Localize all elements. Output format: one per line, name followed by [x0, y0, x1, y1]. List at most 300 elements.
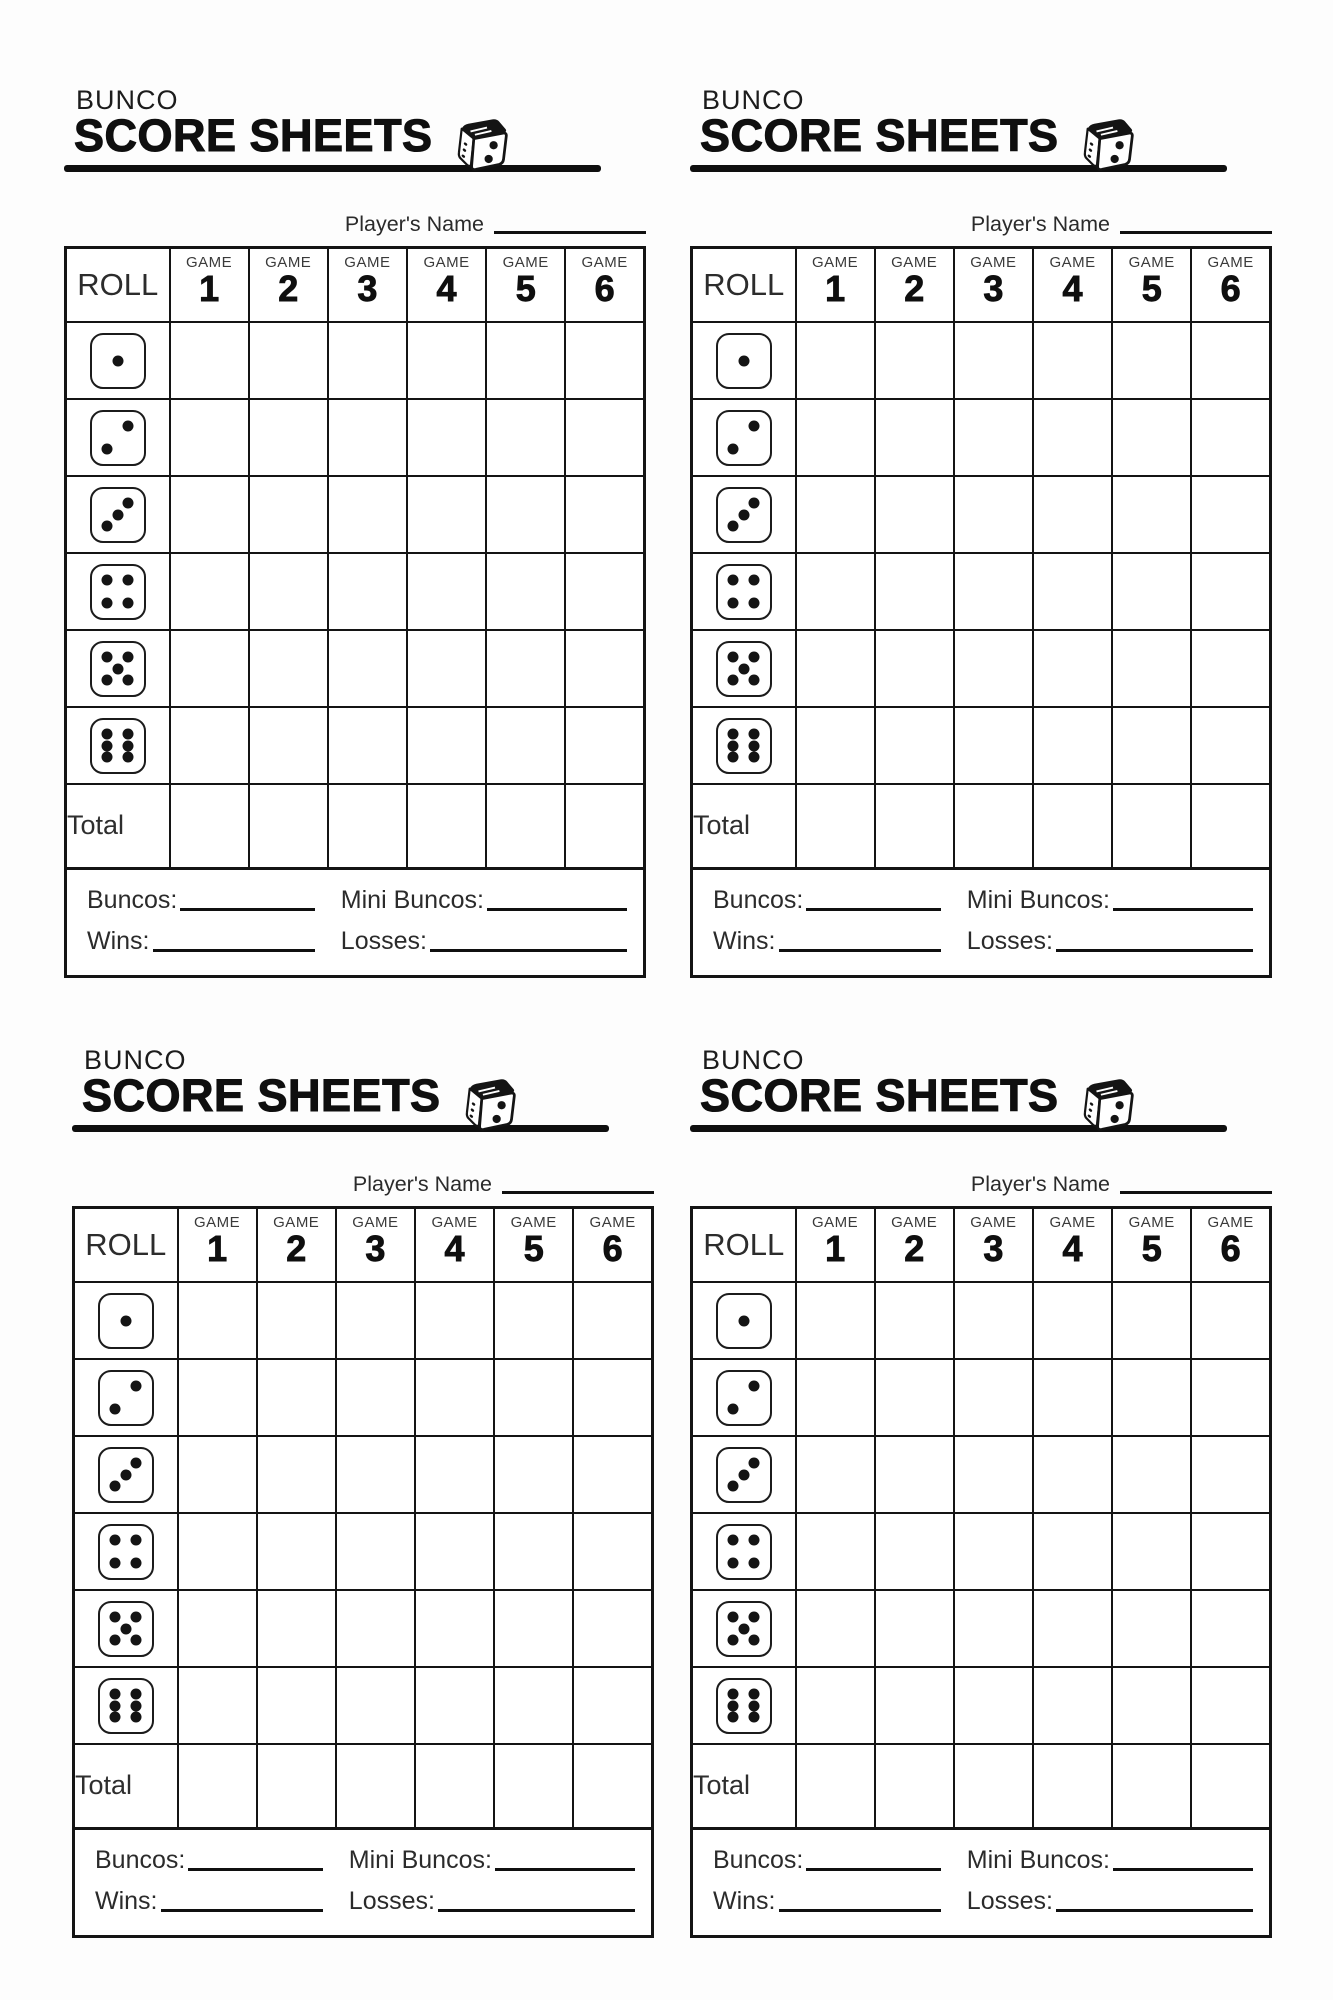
- mini-buncos-group: [341, 886, 627, 915]
- score-cell-game6-roll3[interactable]: [573, 1436, 652, 1513]
- score-cell-game5-roll5[interactable]: [494, 1590, 573, 1667]
- buncos-label: Buncos:: [713, 1845, 804, 1874]
- score-cell-game1-roll1[interactable]: [170, 322, 249, 399]
- score-cell-game1-roll1[interactable]: [796, 1282, 875, 1359]
- score-cell-game1-roll4[interactable]: [796, 1513, 875, 1590]
- score-cell-game2-roll4[interactable]: [875, 553, 954, 630]
- die-6-icon: [74, 1667, 178, 1744]
- score-cell-game3-roll2[interactable]: [336, 1359, 415, 1436]
- die-4-icon: [66, 553, 170, 630]
- score-cell-game3-roll5[interactable]: [328, 630, 407, 707]
- game-6-header: [573, 1207, 652, 1282]
- losses-group: [349, 1887, 635, 1916]
- score-cell-game2-roll6[interactable]: [257, 1667, 336, 1744]
- total-cell-game4[interactable]: [415, 1744, 494, 1828]
- score-cell-game2-roll3[interactable]: [257, 1436, 336, 1513]
- score-cell-game4-roll1[interactable]: [407, 322, 486, 399]
- score-cell-game3-roll4[interactable]: [328, 553, 407, 630]
- score-cell-game5-roll3[interactable]: [494, 1436, 573, 1513]
- score-cell-game4-roll3[interactable]: [407, 476, 486, 553]
- game-label: GAME: [193, 1213, 241, 1231]
- game-label: GAME: [1207, 1213, 1254, 1231]
- players-name-field[interactable]: [1120, 231, 1272, 234]
- score-cell-game3-roll4[interactable]: [954, 553, 1033, 630]
- score-cell-game1-roll1[interactable]: [178, 1282, 257, 1359]
- score-cell-game6-roll1[interactable]: [1191, 1282, 1270, 1359]
- total-cell-game4[interactable]: [1033, 784, 1112, 868]
- buncos-field[interactable]: [188, 1868, 322, 1871]
- mini-buncos-label: Mini Buncos:: [966, 885, 1110, 914]
- score-cell-game2-roll3[interactable]: [875, 476, 954, 553]
- game-3-header: [328, 247, 407, 322]
- total-cell-game3[interactable]: [328, 784, 407, 868]
- score-cell-game3-roll3[interactable]: [336, 1436, 415, 1513]
- sheet-title: SCORE SHEETS: [700, 109, 1059, 161]
- score-cell-game3-roll5[interactable]: [954, 630, 1033, 707]
- total-cell-game1[interactable]: [796, 1744, 875, 1828]
- buncos-field[interactable]: [180, 908, 314, 911]
- score-cell-game4-roll6[interactable]: [415, 1667, 494, 1744]
- total-cell-game2[interactable]: [875, 784, 954, 868]
- score-cell-game1-roll2[interactable]: [170, 399, 249, 476]
- total-cell-game1[interactable]: [170, 784, 249, 868]
- player-name-row: [690, 212, 1272, 237]
- game-label: GAME: [1049, 1213, 1096, 1231]
- score-cell-game5-roll5[interactable]: [1112, 1590, 1191, 1667]
- score-cell-game3-roll6[interactable]: [328, 707, 407, 784]
- score-cell-game4-roll4[interactable]: [415, 1513, 494, 1590]
- score-cell-game5-roll3[interactable]: [1112, 476, 1191, 553]
- total-cell-game6[interactable]: [1191, 784, 1270, 868]
- score-cell-game6-roll5[interactable]: [1191, 1590, 1270, 1667]
- buncos-field[interactable]: [806, 1868, 940, 1871]
- score-cell-game2-roll1[interactable]: [875, 322, 954, 399]
- score-cell-game1-roll3[interactable]: [796, 1436, 875, 1513]
- score-cell-game5-roll4[interactable]: [1112, 553, 1191, 630]
- score-cell-game1-roll6[interactable]: [170, 707, 249, 784]
- score-cell-game5-roll6[interactable]: [494, 1667, 573, 1744]
- total-cell-game1[interactable]: [178, 1744, 257, 1828]
- game-label: GAME: [811, 1213, 859, 1231]
- die-3d-icon: [1069, 114, 1135, 172]
- mini-buncos-field[interactable]: [1113, 908, 1253, 911]
- score-cell-game5-roll3[interactable]: [486, 476, 565, 553]
- score-cell-game3-roll3[interactable]: [328, 476, 407, 553]
- game-number: 6: [602, 1227, 623, 1269]
- wins-group: [713, 1887, 967, 1916]
- score-cell-game5-roll1[interactable]: [486, 322, 565, 399]
- score-cell-game5-roll6[interactable]: [486, 707, 565, 784]
- score-cell-game4-roll3[interactable]: [1033, 1436, 1112, 1513]
- players-name-label: Player's Name: [970, 211, 1110, 236]
- score-cell-game6-roll5[interactable]: [565, 630, 644, 707]
- total-cell-game6[interactable]: [573, 1744, 652, 1828]
- score-cell-game1-roll4[interactable]: [170, 553, 249, 630]
- game-2-header: [249, 247, 328, 322]
- score-cell-game3-roll6[interactable]: [954, 707, 1033, 784]
- score-cell-game5-roll1[interactable]: [1112, 322, 1191, 399]
- score-cell-game4-roll5[interactable]: [1033, 630, 1112, 707]
- score-cell-game6-roll4[interactable]: [1191, 553, 1270, 630]
- dice-rows: [692, 1282, 1271, 1744]
- score-cell-game5-roll2[interactable]: [1112, 1359, 1191, 1436]
- score-cell-game3-roll2[interactable]: [328, 399, 407, 476]
- players-name-label: Player's Name: [352, 1171, 492, 1196]
- tally-box: [72, 1830, 654, 1938]
- score-cell-game1-roll3[interactable]: [796, 476, 875, 553]
- game-number: 4: [436, 267, 457, 309]
- losses-field[interactable]: [1056, 949, 1253, 952]
- score-cell-game5-roll2[interactable]: [486, 399, 565, 476]
- score-cell-game4-roll6[interactable]: [1033, 707, 1112, 784]
- total-row: [692, 784, 1271, 868]
- score-cell-game3-roll5[interactable]: [954, 1590, 1033, 1667]
- game-6-header: [565, 247, 644, 322]
- score-cell-game1-roll5[interactable]: [796, 630, 875, 707]
- wins-label: Wins:: [87, 927, 150, 956]
- score-cell-game2-roll3[interactable]: [249, 476, 328, 553]
- score-cell-game3-roll1[interactable]: [328, 322, 407, 399]
- score-cell-game4-roll3[interactable]: [415, 1436, 494, 1513]
- total-cell-game4[interactable]: [407, 784, 486, 868]
- score-cell-game1-roll6[interactable]: [796, 707, 875, 784]
- score-cell-game1-roll4[interactable]: [796, 553, 875, 630]
- score-cell-game6-roll2[interactable]: [1191, 399, 1270, 476]
- score-cell-game4-roll1[interactable]: [1033, 322, 1112, 399]
- score-cell-game4-roll6[interactable]: [407, 707, 486, 784]
- player-name-row: [64, 212, 646, 237]
- losses-group: [967, 1887, 1253, 1916]
- score-cell-game2-roll6[interactable]: [249, 707, 328, 784]
- total-cell-game2[interactable]: [875, 1744, 954, 1828]
- game-label: GAME: [265, 253, 312, 271]
- score-cell-game3-roll6[interactable]: [336, 1667, 415, 1744]
- score-cell-game4-roll1[interactable]: [1033, 1282, 1112, 1359]
- score-cell-game3-roll1[interactable]: [954, 1282, 1033, 1359]
- game-label: GAME: [273, 1213, 320, 1231]
- total-cell-game3[interactable]: [954, 1744, 1033, 1828]
- players-name-field[interactable]: [494, 231, 646, 234]
- game-label: GAME: [811, 253, 859, 271]
- die-2-icon: [66, 399, 170, 476]
- wins-group: [95, 1887, 349, 1916]
- mini-buncos-field[interactable]: [487, 908, 627, 911]
- die-3-icon: [74, 1436, 178, 1513]
- score-cell-game1-roll2[interactable]: [178, 1359, 257, 1436]
- game-number: 1: [207, 1227, 228, 1269]
- die-4-icon: [692, 1513, 796, 1590]
- score-cell-game4-roll4[interactable]: [1033, 1513, 1112, 1590]
- score-cell-game4-roll5[interactable]: [415, 1590, 494, 1667]
- dice-rows: [66, 322, 645, 784]
- score-cell-game5-roll4[interactable]: [494, 1513, 573, 1590]
- score-cell-game1-roll3[interactable]: [170, 476, 249, 553]
- buncos-group: [95, 1846, 349, 1875]
- game-5-header: [1112, 1207, 1191, 1282]
- score-cell-game4-roll4[interactable]: [1033, 553, 1112, 630]
- score-cell-game2-roll5[interactable]: [875, 1590, 954, 1667]
- buncos-label: Buncos:: [87, 885, 178, 914]
- score-cell-game2-roll6[interactable]: [875, 707, 954, 784]
- total-row: [66, 784, 645, 868]
- score-cell-game4-roll2[interactable]: [407, 399, 486, 476]
- score-cell-game5-roll5[interactable]: [1112, 630, 1191, 707]
- score-cell-game2-roll1[interactable]: [875, 1282, 954, 1359]
- game-label: GAME: [891, 253, 938, 271]
- score-cell-game2-roll2[interactable]: [257, 1359, 336, 1436]
- score-cell-game4-roll5[interactable]: [407, 630, 486, 707]
- score-cell-game5-roll1[interactable]: [494, 1282, 573, 1359]
- score-cell-game3-roll2[interactable]: [954, 1359, 1033, 1436]
- game-number: 4: [1062, 267, 1083, 309]
- score-cell-game1-roll6[interactable]: [178, 1667, 257, 1744]
- die-1-icon: [66, 322, 170, 399]
- score-cell-game6-roll5[interactable]: [573, 1590, 652, 1667]
- score-cell-game4-roll2[interactable]: [415, 1359, 494, 1436]
- game-label: GAME: [970, 1213, 1017, 1231]
- score-cell-game3-roll5[interactable]: [336, 1590, 415, 1667]
- total-cell-game5[interactable]: [494, 1744, 573, 1828]
- total-cell-game2[interactable]: [257, 1744, 336, 1828]
- score-cell-game3-roll1[interactable]: [954, 322, 1033, 399]
- score-cell-game5-roll4[interactable]: [486, 553, 565, 630]
- score-cell-game6-roll1[interactable]: [573, 1282, 652, 1359]
- score-cell-game1-roll4[interactable]: [178, 1513, 257, 1590]
- game-label: GAME: [891, 1213, 938, 1231]
- score-cell-game6-roll3[interactable]: [1191, 1436, 1270, 1513]
- roll-row-3: [74, 1436, 653, 1513]
- title-underline: [64, 165, 601, 172]
- roll-column-header: ROLL: [692, 1207, 796, 1282]
- score-cell-game6-roll2[interactable]: [565, 399, 644, 476]
- score-cell-game6-roll1[interactable]: [565, 322, 644, 399]
- die-2-icon: [692, 1359, 796, 1436]
- score-cell-game3-roll4[interactable]: [336, 1513, 415, 1590]
- score-cell-game3-roll2[interactable]: [954, 399, 1033, 476]
- players-name-field[interactable]: [502, 1191, 654, 1194]
- table-header-row: [692, 1207, 1271, 1282]
- title-row: [64, 109, 646, 161]
- roll-row-2: [74, 1359, 653, 1436]
- wins-field[interactable]: [779, 949, 941, 952]
- score-cell-game5-roll1[interactable]: [1112, 1282, 1191, 1359]
- score-cell-game4-roll5[interactable]: [1033, 1590, 1112, 1667]
- game-label: GAME: [1128, 253, 1175, 271]
- game-number: 6: [594, 267, 615, 309]
- score-cell-game6-roll6[interactable]: [1191, 707, 1270, 784]
- losses-field[interactable]: [1056, 1909, 1253, 1912]
- game-number: 1: [825, 1227, 846, 1269]
- wins-losses-row: [87, 927, 627, 956]
- total-cell-game4[interactable]: [1033, 1744, 1112, 1828]
- wins-group: [713, 927, 967, 956]
- score-cell-game4-roll2[interactable]: [1033, 1359, 1112, 1436]
- mini-buncos-field[interactable]: [495, 1868, 635, 1871]
- game-number: 3: [357, 267, 378, 309]
- mini-buncos-field[interactable]: [1113, 1868, 1253, 1871]
- game-4-header: [1033, 1207, 1112, 1282]
- roll-column-header: ROLL: [692, 247, 796, 322]
- score-cell-game3-roll3[interactable]: [954, 1436, 1033, 1513]
- total-cell-game6[interactable]: [565, 784, 644, 868]
- score-cell-game5-roll2[interactable]: [1112, 399, 1191, 476]
- game-4-header: [1033, 247, 1112, 322]
- roll-row-1: [692, 322, 1271, 399]
- mini-buncos-group: [349, 1846, 635, 1875]
- game-label: GAME: [344, 253, 391, 271]
- title-underline: [690, 165, 1227, 172]
- wins-field[interactable]: [153, 949, 315, 952]
- score-cell-game2-roll5[interactable]: [257, 1590, 336, 1667]
- total-cell-game3[interactable]: [336, 1744, 415, 1828]
- score-cell-game2-roll5[interactable]: [875, 630, 954, 707]
- game-label: GAME: [1049, 253, 1096, 271]
- title-row: [690, 109, 1272, 161]
- score-cell-game1-roll6[interactable]: [796, 1667, 875, 1744]
- die-3-icon: [66, 476, 170, 553]
- roll-row-4: [74, 1513, 653, 1590]
- total-cell-game6[interactable]: [1191, 1744, 1270, 1828]
- score-cell-game4-roll3[interactable]: [1033, 476, 1112, 553]
- losses-field[interactable]: [438, 1909, 635, 1912]
- game-label: GAME: [1207, 253, 1254, 271]
- buncos-row: [95, 1846, 635, 1875]
- score-cell-game2-roll5[interactable]: [249, 630, 328, 707]
- total-cell-game2[interactable]: [249, 784, 328, 868]
- score-cell-game3-roll6[interactable]: [954, 1667, 1033, 1744]
- score-cell-game5-roll2[interactable]: [494, 1359, 573, 1436]
- score-cell-game6-roll4[interactable]: [1191, 1513, 1270, 1590]
- roll-row-2: [692, 1359, 1271, 1436]
- total-cell-game1[interactable]: [796, 784, 875, 868]
- score-cell-game2-roll2[interactable]: [249, 399, 328, 476]
- score-cell-game1-roll5[interactable]: [178, 1590, 257, 1667]
- table-header-row: [66, 247, 645, 322]
- score-cell-game6-roll1[interactable]: [1191, 322, 1270, 399]
- score-cell-game2-roll2[interactable]: [875, 1359, 954, 1436]
- score-cell-game2-roll3[interactable]: [875, 1436, 954, 1513]
- wins-field[interactable]: [779, 1909, 941, 1912]
- game-label: GAME: [1128, 1213, 1175, 1231]
- score-cell-game3-roll4[interactable]: [954, 1513, 1033, 1590]
- total-cell-game5[interactable]: [486, 784, 565, 868]
- score-cell-game4-roll1[interactable]: [415, 1282, 494, 1359]
- game-5-header: [494, 1207, 573, 1282]
- dice-rows: [692, 322, 1271, 784]
- score-cell-game1-roll3[interactable]: [178, 1436, 257, 1513]
- score-cell-game3-roll3[interactable]: [954, 476, 1033, 553]
- losses-label: Losses:: [340, 927, 427, 956]
- wins-group: [87, 927, 341, 956]
- wins-losses-row: [713, 1887, 1253, 1916]
- game-1-header: [170, 247, 249, 322]
- game-2-header: [257, 1207, 336, 1282]
- game-label: GAME: [970, 253, 1017, 271]
- bunco-score-sheet: [72, 1046, 654, 1938]
- score-cell-game6-roll6[interactable]: [1191, 1667, 1270, 1744]
- score-cell-game1-roll5[interactable]: [796, 1590, 875, 1667]
- score-cell-game2-roll6[interactable]: [875, 1667, 954, 1744]
- score-cell-game2-roll4[interactable]: [875, 1513, 954, 1590]
- score-cell-game4-roll4[interactable]: [407, 553, 486, 630]
- score-cell-game2-roll4[interactable]: [257, 1513, 336, 1590]
- score-cell-game2-roll2[interactable]: [875, 399, 954, 476]
- score-cell-game6-roll4[interactable]: [565, 553, 644, 630]
- game-label: GAME: [581, 253, 628, 271]
- roll-row-2: [692, 399, 1271, 476]
- players-name-label: Player's Name: [970, 1171, 1110, 1196]
- score-cell-game3-roll1[interactable]: [336, 1282, 415, 1359]
- score-cell-game1-roll5[interactable]: [170, 630, 249, 707]
- roll-row-4: [692, 553, 1271, 630]
- brand-text: BUNCO: [84, 1045, 187, 1075]
- losses-group: [967, 927, 1253, 956]
- score-cell-game6-roll6[interactable]: [565, 707, 644, 784]
- die-4-icon: [692, 553, 796, 630]
- bunco-score-sheet: [690, 1046, 1272, 1938]
- score-cell-game5-roll6[interactable]: [1112, 707, 1191, 784]
- losses-field[interactable]: [430, 949, 627, 952]
- score-cell-game5-roll6[interactable]: [1112, 1667, 1191, 1744]
- game-label: GAME: [589, 1213, 636, 1231]
- score-cell-game6-roll5[interactable]: [1191, 630, 1270, 707]
- score-cell-game2-roll4[interactable]: [249, 553, 328, 630]
- players-name-field[interactable]: [1120, 1191, 1272, 1194]
- score-cell-game5-roll3[interactable]: [1112, 1436, 1191, 1513]
- score-cell-game6-roll3[interactable]: [1191, 476, 1270, 553]
- die-4-icon: [74, 1513, 178, 1590]
- total-cell-game3[interactable]: [954, 784, 1033, 868]
- die-3d-icon: [451, 1074, 517, 1132]
- game-label: GAME: [185, 253, 233, 271]
- score-cell-game1-roll2[interactable]: [796, 399, 875, 476]
- score-cell-game1-roll1[interactable]: [796, 322, 875, 399]
- score-cell-game6-roll4[interactable]: [573, 1513, 652, 1590]
- score-cell-game6-roll2[interactable]: [573, 1359, 652, 1436]
- game-5-header: [486, 247, 565, 322]
- losses-label: Losses:: [966, 1887, 1053, 1916]
- total-row-label: Total: [74, 1744, 178, 1828]
- score-cell-game5-roll5[interactable]: [486, 630, 565, 707]
- die-3-icon: [692, 1436, 796, 1513]
- game-label: GAME: [352, 1213, 399, 1231]
- score-cell-game4-roll6[interactable]: [1033, 1667, 1112, 1744]
- score-cell-game2-roll1[interactable]: [257, 1282, 336, 1359]
- score-cell-game6-roll2[interactable]: [1191, 1359, 1270, 1436]
- game-number: 4: [1062, 1227, 1083, 1269]
- total-row: [692, 1744, 1271, 1828]
- die-5-icon: [74, 1590, 178, 1667]
- total-cell-game5[interactable]: [1112, 784, 1191, 868]
- game-number: 1: [199, 267, 220, 309]
- score-cell-game1-roll2[interactable]: [796, 1359, 875, 1436]
- game-number: 2: [904, 1227, 925, 1269]
- score-table: [64, 246, 646, 870]
- score-cell-game2-roll1[interactable]: [249, 322, 328, 399]
- die-5-icon: [692, 1590, 796, 1667]
- sheet-title: SCORE SHEETS: [74, 109, 433, 161]
- game-number: 6: [1220, 1227, 1241, 1269]
- score-cell-game5-roll4[interactable]: [1112, 1513, 1191, 1590]
- wins-field[interactable]: [161, 1909, 323, 1912]
- score-cell-game6-roll6[interactable]: [573, 1667, 652, 1744]
- die-5-icon: [692, 630, 796, 707]
- total-cell-game5[interactable]: [1112, 1744, 1191, 1828]
- buncos-field[interactable]: [806, 908, 940, 911]
- score-cell-game6-roll3[interactable]: [565, 476, 644, 553]
- game-number: 2: [278, 267, 299, 309]
- score-cell-game4-roll2[interactable]: [1033, 399, 1112, 476]
